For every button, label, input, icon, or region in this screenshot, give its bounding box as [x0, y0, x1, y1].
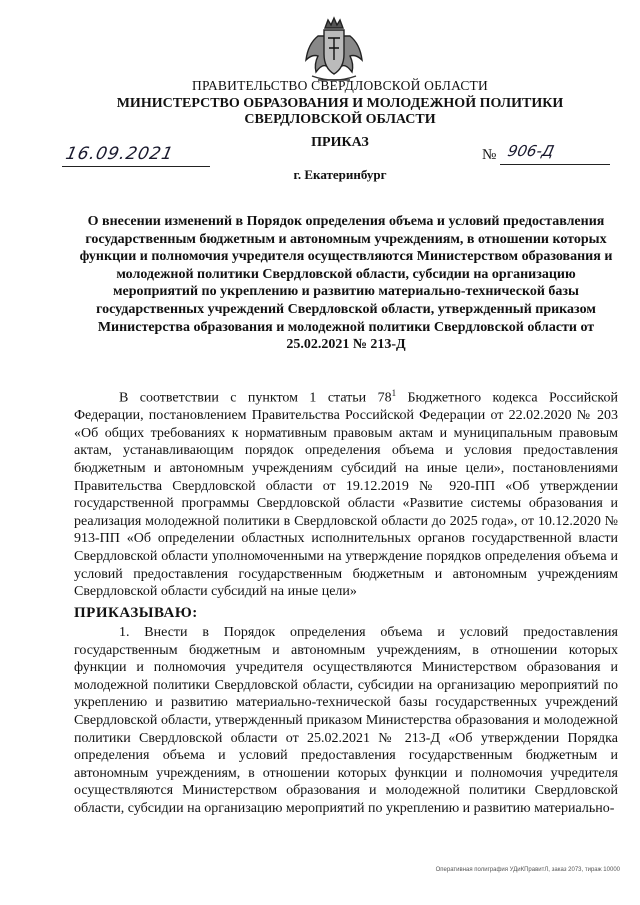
city: г. Екатеринбург: [293, 167, 387, 182]
handwritten-number: 906-Д: [506, 142, 556, 160]
ministry-name: [60, 96, 620, 128]
document-title: О внесении изменений в Порядок определения объема и условий предоставления государственным бюджетным и автономным учреждениям, в отношении которых функции и полномочия учредителя осуществляются Министерством образования и молодежной политики Свердловской области, субсидии на организацию мероприятий по укреплению и развитию материально-технической базы государственных учреждений Свердловской области, утвержденный приказом Министерства образования и молодежной политики Свердловской области от 25.02.2021 № 213-Д: [79, 214, 613, 353]
order-heading: ПРИКАЗЫВАЮ:: [74, 605, 198, 621]
print-footer: Оперативная полиграфия УДиКПравитЛ, заказ 2073, тираж 10000: [435, 867, 620, 873]
paragraph-legal-basis: [74, 385, 618, 601]
handwritten-date: 16.09.2021: [63, 144, 176, 164]
ministry-line-2: СВЕРДЛОВСКОЙ ОБЛАСТИ: [244, 112, 436, 127]
paragraph-order-1: 1. Внести в Порядок определения объема и условий предоставления государственным бюджетным и автономным учреждениям, в отношении которых функции и полномочия учредителя осуществляются Министерством образования и молодежной политики Свердловской области, субсидии на организацию мероприятий по укреплению и развитию материально-технической базы государственных учреждений Свердловской области, утвержденный приказом Министерства образования и молодежной политики Свердловской области от 25.02.2021 № 213-Д «Об утверждении Порядка определения объема и условий предоставления государственным бюджетным и автономным учреждениям, в отношении которых функции и полномочия учредителя осуществляются Министерством образования и молодежной политики Свердловской области, субсидии на организацию мероприятий по укреплению и развитию материально-: [74, 625, 618, 816]
number-label: №: [482, 147, 497, 163]
coat-of-arms-icon: [298, 14, 370, 86]
date-field: [62, 144, 210, 167]
document-type: ПРИКАЗ: [311, 135, 369, 150]
superscript: 1: [391, 388, 397, 398]
government-name: ПРАВИТЕЛЬСТВО СВЕРДЛОВСКОЙ ОБЛАСТИ: [192, 78, 488, 93]
number-field: [500, 142, 610, 165]
paragraph-1-start: В соответствии с пунктом 1 статьи 78: [119, 390, 392, 406]
paragraph-1-rest: Бюджетного кодекса Российской Федерации, постановлением Правительства Российской Федерации от 22.02.2020 № 203 «Об общих требованиях к нормативным правовым актам и муниципальным правовым актам, устанавливающим порядок определения объема и условия предоставления бюджетным и автономным учреждениям субсидий на иные цели», постановлениями Правительства Свердловской области от 19.12.2019 № 920-ПП «Об утверждении государственной программы Свердловской области «Развитие системы образования и реализация молодежной политики в Свердловской области до 2025 года», от 10.12.2020 № 913-ПП «Об определении областных исполнительных органов государственной власти Свердловской области уполномоченными на утверждение порядков определения объема и условий предоставления государственным бюджетным и автономным учреждениям Свердловской области субсидий на иные цели»: [74, 390, 619, 600]
ministry-line-1: МИНИСТЕРСТВО ОБРАЗОВАНИЯ И МОЛОДЕЖНОЙ ПОЛИТИКИ: [116, 96, 564, 111]
